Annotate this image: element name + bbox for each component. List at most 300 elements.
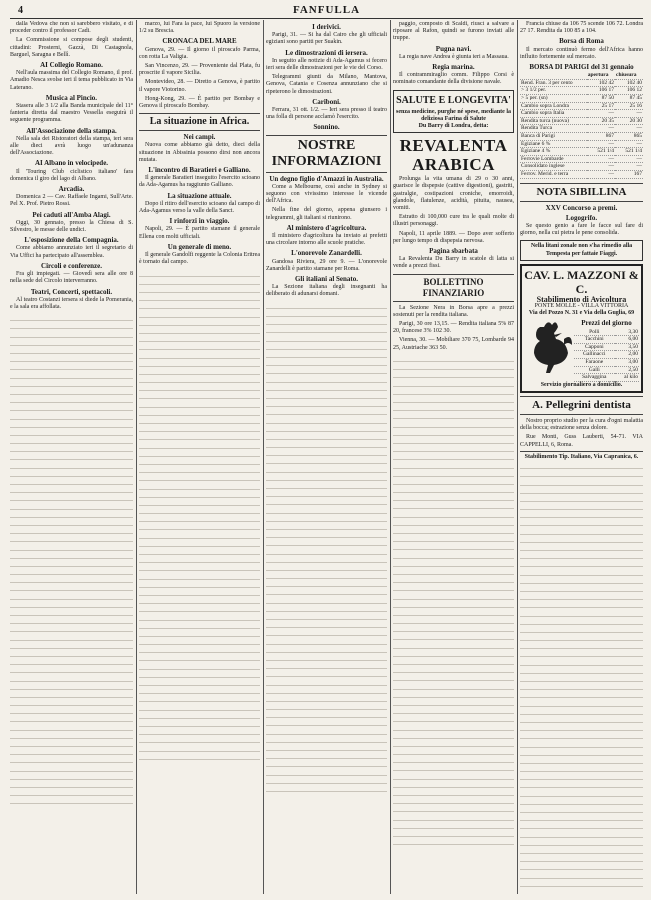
text-filler (10, 542, 133, 550)
price-row (574, 336, 639, 344)
article-text: La Sezione italiana degli insegnanti ha deliberato di adunarsi domani. (266, 284, 387, 298)
notice-box: Nella litani zonale non s'ha rimedio alla Tempesta per fattaie Fiaggi. (520, 240, 643, 260)
section-heading: Cariboni. (312, 97, 341, 106)
text-filler (266, 595, 387, 603)
text-filler (10, 706, 133, 714)
text-filler (139, 580, 260, 588)
table-row (520, 117, 643, 125)
section-heading: All'Associazione della stampa. (26, 126, 117, 135)
column-rule (136, 20, 137, 894)
table-cell: 521 1/4 (615, 148, 643, 156)
section-heading: Un degno figlio d'Amazzi in Australia. (269, 174, 384, 183)
article-text: paggio, composto di Scaldi, riuscì a salvare a riposare al Rafon, quindi se furono inviati alle truppe. (393, 21, 514, 42)
section-heading: Pugna navi. (435, 44, 472, 53)
text-filler (266, 784, 387, 792)
text-filler (520, 698, 643, 706)
text-filler (10, 444, 133, 452)
text-filler (266, 645, 387, 653)
text-filler (139, 465, 260, 473)
text-filler (393, 591, 514, 599)
article-text: Stasera alle 3 1/2 alla Banda municipale del 11° fanteria diretta dal maestro Vessella eseguirà il seguente programma. (10, 103, 133, 124)
text-filler (139, 621, 260, 629)
article-text: La Commissione si compose degli studenti, cittadini: Prosterni, Gazzà, Di Castagnola, Barguel, Saragna e Bellì. (10, 37, 133, 58)
text-filler (266, 440, 387, 448)
text-filler (393, 550, 514, 558)
text-filler (520, 641, 643, 649)
text-filler (139, 727, 260, 735)
text-filler (520, 829, 643, 837)
text-filler (266, 555, 387, 563)
text-filler (266, 661, 387, 669)
table-row (520, 87, 643, 95)
text-filler (266, 432, 387, 440)
text-filler (393, 354, 514, 362)
text-filler (266, 710, 387, 718)
price-cell: 2,50 (615, 366, 639, 374)
price-row (574, 329, 639, 336)
table-cell: 106 12 (615, 87, 643, 95)
table-cell: Cambio sopra Italia (520, 110, 587, 118)
text-filler (139, 629, 260, 637)
text-filler (139, 498, 260, 506)
text-filler (520, 772, 643, 780)
text-filler (10, 395, 133, 403)
text-filler (139, 408, 260, 416)
text-filler (139, 490, 260, 498)
ad-subtitle: PONTE MOLLE - VILLA VITTORIA (534, 302, 629, 309)
text-filler (10, 722, 133, 730)
text-filler (139, 514, 260, 522)
article-text: Francia chiuse da 106 75 scende 106 72. Londra 27 17. Rendita da 100 85 a 104. (520, 21, 643, 35)
text-filler (520, 674, 643, 682)
text-filler (393, 681, 514, 689)
text-filler (393, 452, 514, 460)
text-filler (266, 350, 387, 358)
price-row (574, 374, 639, 382)
text-filler (139, 637, 260, 645)
text-filler (393, 583, 514, 591)
article-text: Nuova come abbiamo già detto, dieci della situazione in Abissinia possono dirsi non ancora mutata. (139, 142, 260, 163)
article-text: Fra gli impiegati. — Giovedì sera alle ore 8 nella sede del Circolo interverranno. (10, 271, 133, 285)
text-filler (520, 666, 643, 674)
text-filler (393, 714, 514, 722)
text-filler (520, 617, 643, 625)
article-text: Nella sala dei Ristoratori della stampa, ieri sera alle dieci avrà luogo un'adunanza dell'Associazione. (10, 135, 133, 157)
text-filler (10, 772, 133, 780)
text-filler (520, 748, 643, 756)
article-text: Vienna, 30. — Mobiliare 370 75, Lombarde 94 25, Austriache 363 50. (393, 337, 514, 351)
article-text: Il contrammiraglio comm. Filippo Corsi è nominato comandante della divisione navale. (393, 72, 514, 86)
text-filler (139, 604, 260, 612)
table-header-row (520, 72, 643, 79)
price-row (574, 366, 639, 374)
text-filler (520, 584, 643, 592)
ad-text: Napoli, 11 aprile 1889. — Dopo aver sofferto per lungo tempo di dispepsia nervosa. (393, 230, 514, 244)
text-filler (520, 813, 643, 821)
table-cell: 521 1/4 (587, 148, 615, 156)
text-filler (10, 420, 133, 428)
text-filler (10, 731, 133, 739)
text-filler (393, 624, 514, 632)
price-table (574, 329, 639, 382)
text-filler (139, 686, 260, 694)
text-filler (266, 620, 387, 628)
text-filler (520, 576, 643, 584)
text-filler (139, 711, 260, 719)
text-filler (393, 829, 514, 837)
ad-text: La Revalenta Du Barry in scatole di latta si vende a prezzi fissi. (393, 256, 514, 270)
text-filler (10, 682, 133, 690)
text-filler (266, 759, 387, 767)
text-filler (139, 457, 260, 465)
text-filler (520, 797, 643, 805)
text-filler (393, 755, 514, 763)
text-filler (266, 424, 387, 432)
section-heading: L'onorevole Zanardelli. (291, 249, 362, 258)
article-text: Domenica 2 — Cav. Raffaele Ingami, Sull'Arte. Pel X. Prof. Pietro Rossi. (10, 194, 133, 208)
text-filler (10, 501, 133, 509)
headline: A. Pellegrini dentista (520, 396, 643, 415)
column-5 (520, 21, 643, 894)
table-row (520, 102, 643, 110)
text-filler (10, 600, 133, 608)
text-filler (139, 399, 260, 407)
article-text: Genova, 29. — Il giorno il piroscafo Parma, con rotta La Valigia. (139, 46, 260, 60)
text-filler (10, 469, 133, 477)
text-filler (10, 452, 133, 460)
text-filler (266, 489, 387, 497)
text-filler (520, 682, 643, 690)
text-filler (393, 378, 514, 386)
table-cell: — (587, 155, 615, 163)
text-filler (10, 321, 133, 329)
text-filler (266, 374, 387, 382)
text-filler (139, 440, 260, 448)
text-filler (10, 665, 133, 673)
text-filler (139, 719, 260, 727)
headline: NOSTRE INFORMAZIONI (266, 135, 387, 173)
text-filler (266, 653, 387, 661)
table-row (520, 125, 643, 133)
text-filler (266, 342, 387, 350)
text-filler (393, 501, 514, 509)
text-filler (266, 571, 387, 579)
text-filler (520, 535, 643, 543)
text-filler (139, 391, 260, 399)
text-filler (520, 764, 643, 772)
text-filler (139, 367, 260, 375)
text-filler (139, 571, 260, 579)
text-filler (10, 518, 133, 526)
text-filler (10, 354, 133, 362)
text-filler (10, 534, 133, 542)
text-filler (393, 493, 514, 501)
table-cell: 867 (587, 132, 615, 140)
price-cell: Gallinacci (574, 351, 615, 359)
text-filler (393, 509, 514, 517)
text-filler (139, 359, 260, 367)
table-cell: Banca di Parigi (520, 132, 587, 140)
stock-table (520, 72, 643, 178)
text-filler (520, 559, 643, 567)
section-heading: Borsa di Roma (559, 37, 604, 46)
text-filler (10, 788, 133, 796)
table-row (520, 132, 643, 140)
text-filler (266, 456, 387, 464)
table-cell: — (587, 163, 615, 171)
text-filler (520, 494, 643, 502)
text-filler (393, 477, 514, 485)
table-cell: 25 17 (587, 102, 615, 110)
text-filler (139, 596, 260, 604)
text-filler (266, 694, 387, 702)
table-row (520, 140, 643, 148)
divider (520, 451, 643, 452)
text-filler (266, 751, 387, 759)
text-filler (139, 588, 260, 596)
article-text: In seguito alle notizie di Ada-Agamus si fecero ieri sera delle dimostrazioni per le vie del Corso. (266, 57, 387, 72)
text-filler (393, 608, 514, 616)
text-filler (520, 739, 643, 747)
text-filler (139, 268, 260, 276)
table-cell: 87 45 (615, 95, 643, 103)
price-cell: Capponi (574, 343, 615, 351)
text-filler (520, 780, 643, 788)
text-filler (10, 403, 133, 411)
text-filler (139, 539, 260, 547)
text-filler (393, 698, 514, 706)
text-filler (10, 370, 133, 378)
printer-line: Stabilimento Tip. Italiano, Via Capranica, 6. (524, 453, 639, 460)
section-heading: Logogrifo. (565, 213, 598, 222)
text-filler (266, 391, 387, 399)
text-filler (10, 608, 133, 616)
subheading: XXV Concorso a premi. (545, 203, 618, 212)
text-filler (10, 657, 133, 665)
text-filler (520, 657, 643, 665)
article-text: Il generale Baratieri inseguito l'esercito scioano da Ada-Agamus ha raggiunto Galliano. (139, 175, 260, 189)
article-text: Telegrammi giunti da Milano, Mantova, Genova, Catania e Cosenza annunziano che si ripeterono le dimostrazioni. (266, 74, 387, 95)
text-filler (393, 428, 514, 436)
text-filler (10, 313, 133, 321)
text-filler (266, 358, 387, 366)
article-text: Il 'Touring Club ciclistico italiano' fara domenica il giro del lago di Albano. (10, 168, 133, 182)
text-filler (10, 428, 133, 436)
text-filler (10, 763, 133, 771)
text-filler (520, 879, 643, 887)
table-cell: 25 16 (615, 102, 643, 110)
text-filler (520, 600, 643, 608)
text-filler (393, 444, 514, 452)
text-filler (393, 812, 514, 820)
text-filler (266, 530, 387, 538)
table-cell: 20 30 (615, 117, 643, 125)
column-3 (266, 21, 387, 894)
text-filler (10, 567, 133, 575)
section-heading: I derivici. (312, 23, 341, 31)
text-filler (139, 702, 260, 710)
text-filler (393, 534, 514, 542)
text-filler (139, 342, 260, 350)
masthead (10, 4, 643, 19)
text-filler (10, 460, 133, 468)
newspaper-title: FANFULLA (292, 4, 361, 16)
price-cell: 6,00 (615, 336, 639, 344)
article-text: Nella fine del giorno, appena giunsero i telegrammi, gli italiani si riunirono. (266, 207, 387, 221)
ad-subtitle: Via del Pozzo N. 31 e Via della Guglia, 69 (528, 310, 635, 317)
text-filler (10, 411, 133, 419)
text-filler (393, 419, 514, 427)
text-filler (266, 743, 387, 751)
article-text: Ferrara, 31 ott. 1/2. — Ieri sera presso il teatro una folla di persone acclamò l'esercito. (266, 107, 387, 121)
text-filler (10, 485, 133, 493)
table-cell: 865 (615, 132, 643, 140)
article-text: Napoli, 29. — È partito stamane il generale Ellena con molti ufficiali. (139, 226, 260, 240)
article-text: Il ministero d'agricoltura ha inviato ai prefetti una circolare intorno alle scuole pratiche. (266, 233, 387, 247)
text-filler (393, 649, 514, 657)
text-filler (139, 277, 260, 285)
text-filler (266, 587, 387, 595)
text-filler (139, 670, 260, 678)
text-filler (393, 469, 514, 477)
text-filler (10, 575, 133, 583)
table-header (520, 72, 587, 79)
text-filler (266, 546, 387, 554)
text-filler (520, 731, 643, 739)
text-filler (10, 583, 133, 591)
text-filler (10, 714, 133, 722)
text-filler (266, 497, 387, 505)
text-filler (520, 486, 643, 494)
text-filler (393, 665, 514, 673)
section-heading: Musica al Pincio. (45, 93, 98, 102)
text-filler (10, 698, 133, 706)
text-filler (266, 399, 387, 407)
text-filler (393, 559, 514, 567)
text-filler (139, 506, 260, 514)
table-cell: > 3 1/2 per. (520, 87, 587, 95)
headline: BOLLETTINO FINANZIARIO (393, 274, 514, 302)
ad-title: SALUTE E LONGEVITA' (396, 94, 511, 106)
table-cell: Consolidato inglese (520, 163, 587, 171)
text-filler (10, 436, 133, 444)
text-filler (10, 616, 133, 624)
text-filler (520, 862, 643, 870)
article-text: Come a Melbourne, così anche in Sydney si seguono con vivissimo interesse le vicende dell'Africa. (266, 183, 387, 205)
section-heading: Teatri, Concerti, spettacoli. (30, 287, 113, 296)
table-cell: — (587, 170, 615, 178)
text-filler (10, 559, 133, 567)
text-filler (393, 706, 514, 714)
text-filler (393, 575, 514, 583)
text-filler (139, 285, 260, 293)
price-cell: al kilo (615, 374, 639, 382)
text-filler (266, 538, 387, 546)
text-filler (266, 333, 387, 341)
text-filler (139, 563, 260, 571)
text-filler (393, 632, 514, 640)
text-filler (139, 301, 260, 309)
ad-text: Prolunga la vita umana di 29 o 30 anni, guarisce le dispepsie (cattive digestioni), gastriti, gastralgie, costipazioni croniche, emorroidi, glandole, flatulenze, acidità, pituita, nausea, vomiti. (393, 176, 514, 212)
text-filler (139, 326, 260, 334)
text-filler (393, 518, 514, 526)
text-filler (10, 526, 133, 534)
section-heading: BORSA DI PARIGI del 31 gennaio (529, 63, 634, 72)
text-filler (520, 805, 643, 813)
text-filler (139, 752, 260, 760)
section-heading: Gli italiani al Senato. (294, 275, 358, 284)
text-filler (393, 411, 514, 419)
table-row (520, 163, 643, 171)
text-filler (266, 686, 387, 694)
text-filler (266, 628, 387, 636)
text-filler (139, 318, 260, 326)
text-filler (520, 707, 643, 715)
text-filler (139, 383, 260, 391)
text-filler (393, 616, 514, 624)
article-text: Hong-Kong, 29. — È partito per Bombay e Genova il piroscafo Bombay. (139, 95, 260, 110)
table-cell: Ferrov. Merid. e terra (520, 170, 587, 178)
table-cell: Ferrovie Lombarde (520, 155, 587, 163)
section-heading: L'incontro di Baratieri e Galliano. (148, 166, 251, 175)
table-cell: Rendita turca (nuova) (520, 117, 587, 125)
text-filler (520, 838, 643, 846)
article-text: Nell'aula massima del Collegio Romano, il prof. Amadio Nesca svolse ieri il tema pubblicato in Via Laterano. (10, 70, 133, 91)
text-filler (520, 608, 643, 616)
ad-subtitle: Servizio giornaliero a domicilio. (540, 381, 623, 388)
price-cell: Salvaggina (574, 374, 615, 382)
text-filler (520, 469, 643, 477)
text-filler (10, 591, 133, 599)
text-filler (520, 567, 643, 575)
table-cell: — (615, 163, 643, 171)
table-cell: 102 42 (587, 79, 615, 87)
text-filler (520, 756, 643, 764)
text-filler (266, 301, 387, 309)
text-filler (266, 604, 387, 612)
text-filler (139, 481, 260, 489)
text-filler (266, 718, 387, 726)
text-filler (520, 723, 643, 731)
text-filler (520, 502, 643, 510)
text-filler (10, 649, 133, 657)
section-heading: CRONACA DEL MARE (162, 37, 237, 46)
text-filler (393, 771, 514, 779)
text-filler (139, 309, 260, 317)
text-filler (520, 518, 643, 526)
text-filler (139, 350, 260, 358)
table-cell: — (615, 125, 643, 133)
article-text: Montevideo, 28. — Diretto a Genova, è partito il vapore Viotorino. (139, 79, 260, 93)
text-filler (10, 477, 133, 485)
text-filler (393, 395, 514, 403)
text-filler (520, 649, 643, 657)
text-filler (10, 796, 133, 804)
text-filler (393, 796, 514, 804)
text-filler (139, 449, 260, 457)
column-rule (517, 20, 518, 894)
section-heading: L'esposizione della Compagnia. (24, 236, 119, 245)
text-filler (520, 543, 643, 551)
text-filler (266, 366, 387, 374)
text-filler (10, 690, 133, 698)
price-cell: Polli (574, 329, 615, 336)
text-filler (266, 612, 387, 620)
page-number: 4 (18, 5, 23, 16)
headline: NOTA SIBILLINA (520, 183, 643, 202)
table-cell: Cambio sopra Londra (520, 102, 587, 110)
article-text: Parigi, 31. — Si ha dal Cairo che gli ufficiali egiziani sono partiti per Suakin. (266, 32, 387, 46)
